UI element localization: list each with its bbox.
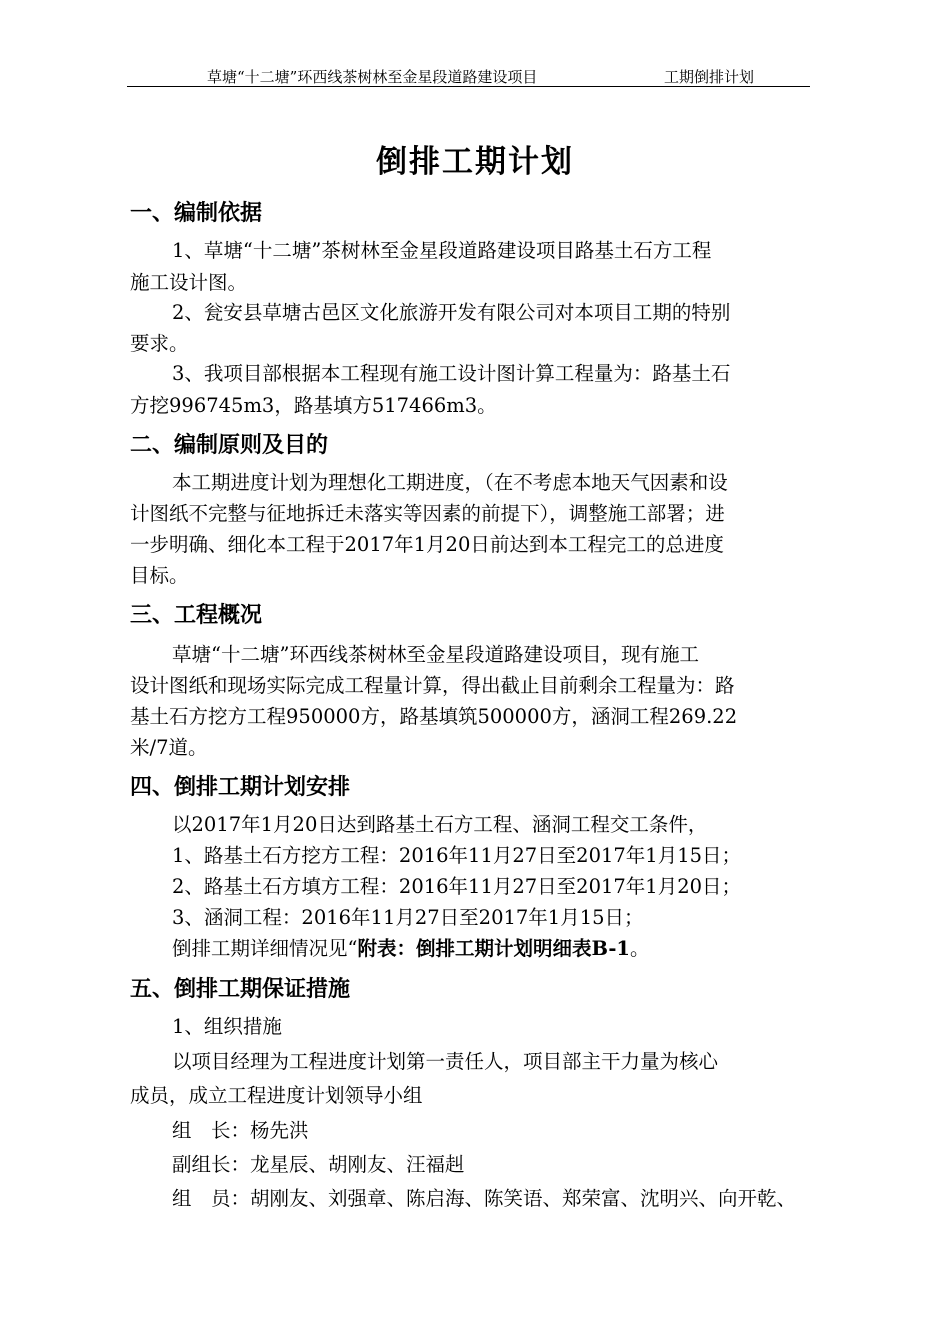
paragraph-line: 一步明确、细化本工程于2017年1月20日前达到本工程完工的总进度 [130, 533, 724, 556]
paragraph-line: 2、路基土石方填方工程：2016年11月27日至2017年1月20日； [172, 875, 742, 898]
paragraph-line: 3、涵洞工程：2016年11月27日至2017年1月15日； [172, 906, 644, 929]
paragraph-line: 以2017年1月20日达到路基土石方工程、涵洞工程交工条件， [172, 813, 708, 836]
paragraph-line [172, 932, 862, 965]
header-project-name: 草塘“十二塘”环西线茶树林至金星段道路建设项目 [207, 68, 538, 86]
paragraph-line: 3、我项目部根据本工程现有施工设计图计算工程量为：路基土石 [172, 362, 731, 385]
appendix-reference: 附表：倒排工期计划明细表B-1 [357, 937, 630, 960]
paragraph-line: 计图纸不完整与征地拆迁未落实等因素的前提下），调整施工部署；进 [130, 502, 725, 525]
paragraph-line: 1、路基土石方挖方工程：2016年11月27日至2017年1月15日； [172, 844, 742, 867]
paragraph-line: 目标。 [130, 564, 189, 587]
reference-prefix: 倒排工期详细情况见“ [172, 937, 358, 960]
section-5-heading: 五、倒排工期保证措施 [130, 976, 351, 1002]
section-1-heading: 一、编制依据 [130, 200, 263, 226]
paragraph-line: 基土石方挖方工程950000方，路基填筑500000方，涵洞工程269.22 [130, 705, 738, 728]
paragraph-line: 施工设计图。 [130, 271, 248, 294]
paragraph-line: 设计图纸和现场实际完成工程量计算，得出截止目前剩余工程量为：路 [130, 674, 735, 697]
paragraph-line: 方挖996745m3，路基填方517466m3。 [130, 394, 497, 417]
paragraph-line: 要求。 [130, 332, 189, 355]
paragraph-line: 米/7道。 [130, 736, 208, 759]
paragraph-line: 成员，成立工程进度计划领导小组 [130, 1084, 423, 1107]
paragraph-line: 组 员：胡刚友、刘强章、陈启海、陈笑语、郑荣富、沈明兴、向开乾、 [172, 1187, 797, 1210]
paragraph-line: 草塘“十二塘”环西线茶树林至金星段道路建设项目，现有施工 [172, 643, 699, 666]
section-3-heading: 三、工程概况 [130, 602, 263, 628]
paragraph-line: 组 长：杨先洪 [172, 1119, 309, 1142]
paragraph-line: 1、组织措施 [172, 1015, 282, 1038]
paragraph-line: 1、草塘“十二塘”茶树林至金星段道路建设项目路基土石方工程 [172, 239, 712, 262]
reference-suffix: 。 [630, 937, 650, 960]
section-4-heading: 四、倒排工期计划安排 [130, 774, 351, 800]
paragraph-line: 2、瓮安县草塘古邑区文化旅游开发有限公司对本项目工期的特别 [172, 301, 731, 324]
header-document-name: 工期倒排计划 [664, 68, 755, 86]
paragraph-line: 本工期进度计划为理想化工期进度，（在不考虑本地天气因素和设 [172, 471, 728, 494]
page-header [127, 64, 810, 87]
section-2-heading: 二、编制原则及目的 [130, 432, 329, 458]
paragraph-line: 以项目经理为工程进度计划第一责任人，项目部主干力量为核心 [172, 1050, 719, 1073]
page-title: 倒排工期计划 [376, 144, 574, 180]
paragraph-line: 副组长：龙星辰、胡刚友、汪福赳 [172, 1153, 465, 1176]
